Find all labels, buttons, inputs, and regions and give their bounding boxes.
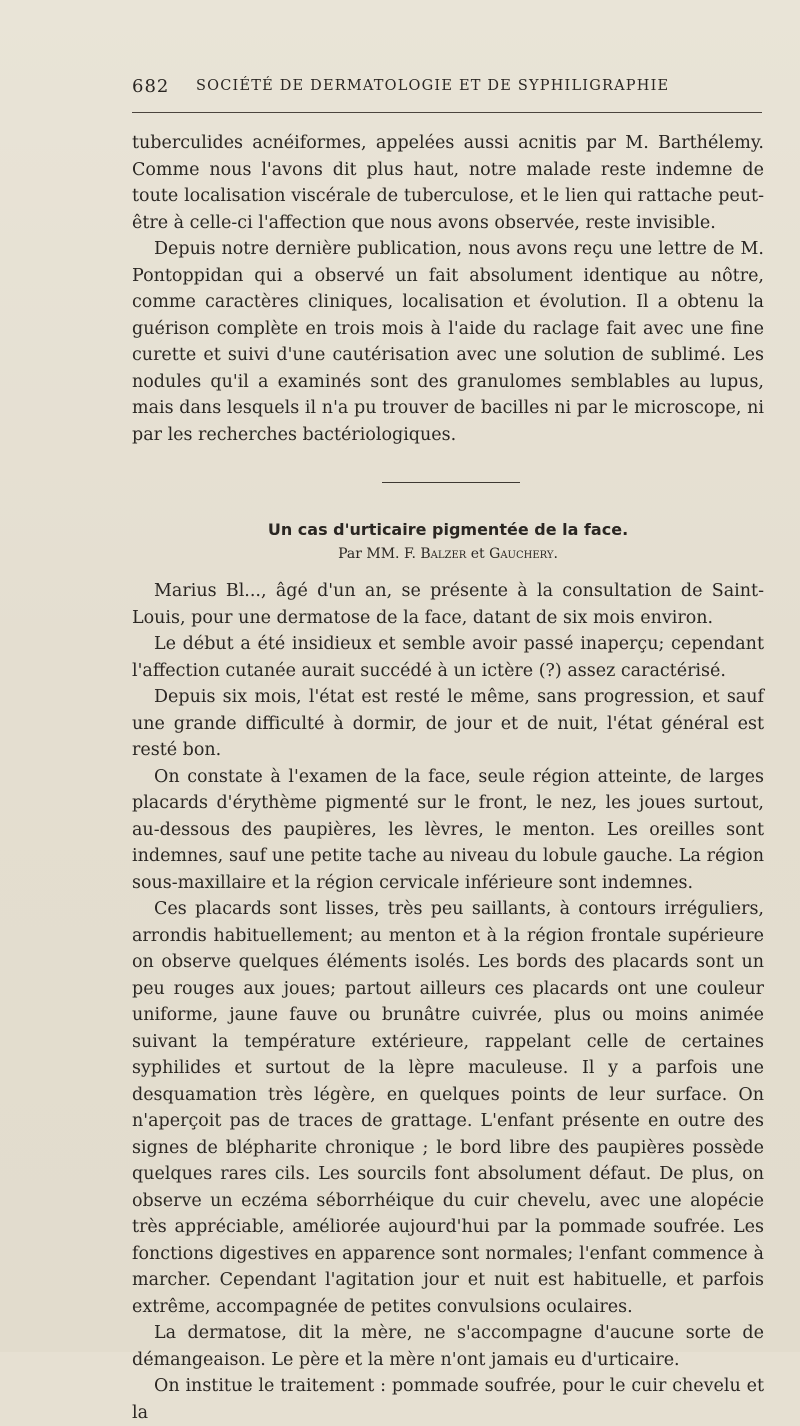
header-rule — [132, 112, 762, 113]
paragraph: Marius Bl..., âgé d'un an, se présente à la consultation de Saint-Louis, pour une dermatose de la face, datant de six mois environ. — [132, 581, 764, 628]
section-separator — [382, 482, 520, 483]
paragraph: Le début a été insidieux et semble avoir passé inaperçu; cependant l'affection cutanée aurait succédé à un ictère (?) assez caractérisé. — [132, 634, 764, 681]
paragraph: On institue le traitement : pommade soufrée, pour le cuir chevelu et la — [132, 1376, 764, 1423]
author-name: F. Balzer — [403, 546, 467, 562]
article-title: Un cas d'urticaire pigmentée de la face. — [267, 520, 629, 539]
intro-text — [132, 130, 764, 448]
running-title: SOCIÉTÉ DE DERMATOLOGIE ET DE SYPHILIGRAPHIE — [196, 78, 670, 94]
running-header — [132, 76, 772, 102]
paragraph: Depuis notre dernière publication, nous avons reçu une lettre de M. Pontoppidan qui a observé un fait absolument identique au nôtre, comme caractères cliniques, localisation et évolution. Il a obtenu la guérison complète en trois mois à l'aide du raclage fait avec une fine curette et suivi d'une cautérisation avec une solution de sublimé. Les nodules qu'il a examinés sont des granulomes semblables au lupus, mais dans lesquels il n'a pu trouver de bacilles ni par le microscope, ni par les recherches bactériologiques. — [132, 239, 764, 445]
paragraph: On constate à l'examen de la face, seule région atteinte, de larges placards d'érythème pigmenté sur le front, le nez, les joues surtout, au-dessous des paupières, les lèvres, le menton. Les oreilles sont indemnes, sauf une petite tache au niveau du lobule gauche. La région sous-maxillaire et la région cervicale inférieure sont indemnes. — [132, 766, 764, 893]
byline-conjunction: et — [470, 546, 485, 562]
paragraph: La dermatose, dit la mère, ne s'accompagne d'aucune sorte de démangeaison. Le père et la mère n'ont jamais eu d'urticaire. — [132, 1323, 764, 1370]
paragraph: Ces placards sont lisses, très peu saillants, à contours irréguliers, arrondis habituellement; au menton et à la région frontale supérieure on observe quelques éléments isolés. Les bords des placards sont un peu rouges aux joues; partout ailleurs ces placards ont une couleur uniforme, jaune fauve ou brunâtre cuivrée, plus ou moins animée suivant la température extérieure, rappelant celle de certaines syphilides et surtout de la lèpre maculeuse. Il y a parfois une desquamation très légère, en quelques points de leur surface. On n'aperçoit pas de traces de grattage. L'enfant présente en outre des signes de blépharite chronique ; le bord libre des paupières possède quelques rares cils. Les sourcils font absolument défaut. De plus, on observe un eczéma séborrhéique du cuir chevelu, avec une alopécie très appréciable, améliorée aujourd'hui par la pommade soufrée. Les fonctions digestives en apparence sont normales; l'enfant commence à marcher. Cependant l'agitation jour et nuit est habituelle, et parfois extrême, accompagnée de petites convulsions oculaires. — [132, 899, 764, 1317]
page-number: 682 — [132, 76, 170, 97]
paragraph: tuberculides acnéiformes, appelées aussi acnitis par M. Barthélemy. Comme nous l'avons dit plus haut, notre malade reste indemne de toute localisation viscérale de tuberculose, et le lien qui rattache peut-être à celle-ci l'affection que nous avons observée, reste invisible. — [132, 133, 764, 233]
article-body — [132, 578, 764, 1426]
byline-prefix: Par MM. — [338, 546, 400, 562]
paragraph: Depuis six mois, l'état est resté le même, sans progression, et sauf une grande difficulté à dormir, de jour et de nuit, l'état général est resté bon. — [132, 687, 764, 760]
byline — [132, 546, 764, 562]
author-name: Gauchery. — [489, 546, 558, 562]
